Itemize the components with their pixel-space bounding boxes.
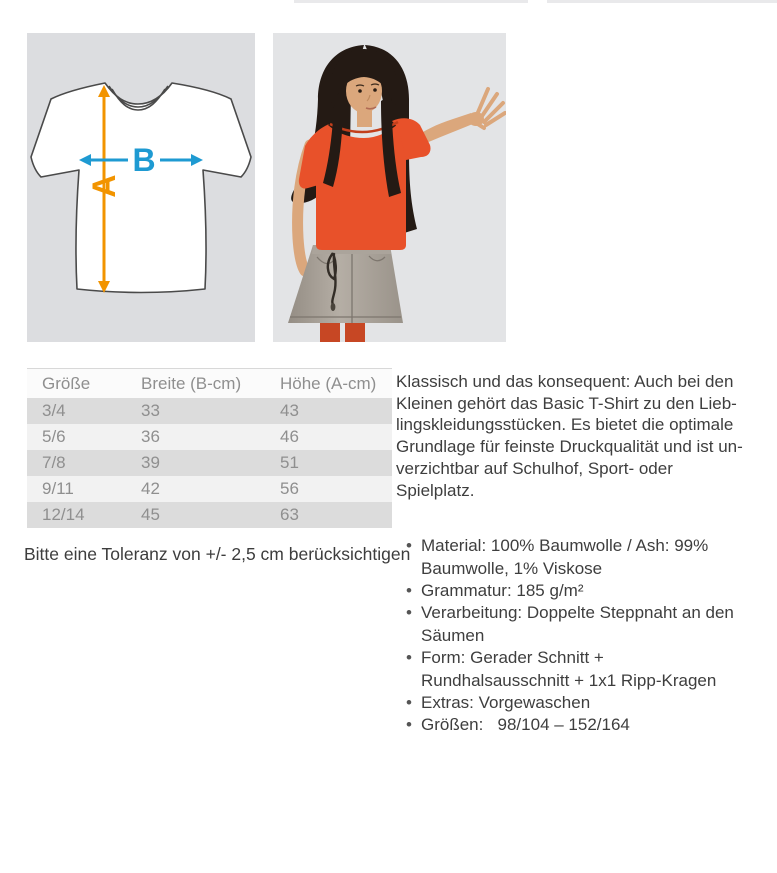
col-header-size: Größe xyxy=(27,369,126,399)
size-diagram-panel[interactable] xyxy=(27,33,255,342)
cell-height: 63 xyxy=(280,505,299,524)
list-item-material: • Material: 100% Baumwolle / Ash: 99% Baumwolle, 1% Viskose xyxy=(406,535,756,580)
top-divider xyxy=(547,0,777,3)
cell-size: 5/6 xyxy=(42,427,66,446)
label-a: A xyxy=(86,174,122,198)
table-row xyxy=(27,476,392,502)
tolerance-note: Bitte eine Toleranz von +/- 2,5 cm berücksichtigen xyxy=(24,544,411,564)
cell-size: 12/14 xyxy=(42,505,85,524)
cell-size: 7/8 xyxy=(42,453,66,472)
cell-height: 51 xyxy=(280,453,299,472)
cell-height: 56 xyxy=(280,479,299,498)
cell-size: 3/4 xyxy=(42,401,66,420)
list-item-form: • Form: Gerader Schnitt + Rundhalsausschnitt + 1x1 Ripp-Kragen xyxy=(406,647,756,692)
size-diagram-graphic xyxy=(27,33,255,342)
model-photo xyxy=(273,33,506,342)
product-description xyxy=(396,371,756,737)
description-paragraph: Klassisch und das konsequent: Auch bei den Kleinen gehört das Basic T-Shirt zu den Lieblingskleidungsstücken. Es bietet die optimale Grundlage für feinste Druckqualität und ist unverzichtbar auf Schulhof, Sport- oder Spielplatz. xyxy=(396,372,743,500)
model-photo-panel[interactable] xyxy=(273,33,506,342)
top-divider xyxy=(294,0,528,3)
cell-width: 45 xyxy=(141,505,160,524)
list-item-groessen: • Größen: 98/104 – 152/164 xyxy=(406,714,756,736)
size-table-header-row xyxy=(27,369,392,399)
table-row xyxy=(27,424,392,450)
feature-list xyxy=(396,535,756,737)
cell-size: 9/11 xyxy=(42,479,74,498)
cell-width: 42 xyxy=(141,479,160,498)
col-header-width: Breite (B-cm) xyxy=(126,369,265,399)
table-row xyxy=(27,398,392,424)
size-table xyxy=(27,368,392,528)
list-item-verarbeitung: • Verarbeitung: Doppelte Steppnaht an den Säumen xyxy=(406,602,756,647)
cell-width: 39 xyxy=(141,453,160,472)
list-item-grammatur: • Grammatur: 185 g/m² xyxy=(406,580,756,602)
table-row xyxy=(27,450,392,476)
col-header-height: Höhe (A-cm) xyxy=(265,369,392,399)
cell-height: 46 xyxy=(280,427,299,446)
cell-width: 33 xyxy=(141,401,160,420)
label-b: B xyxy=(132,142,156,178)
cell-width: 36 xyxy=(141,427,160,446)
cell-height: 43 xyxy=(280,401,299,420)
list-item-extras: • Extras: Vorgewaschen xyxy=(406,692,756,714)
table-row xyxy=(27,502,392,528)
